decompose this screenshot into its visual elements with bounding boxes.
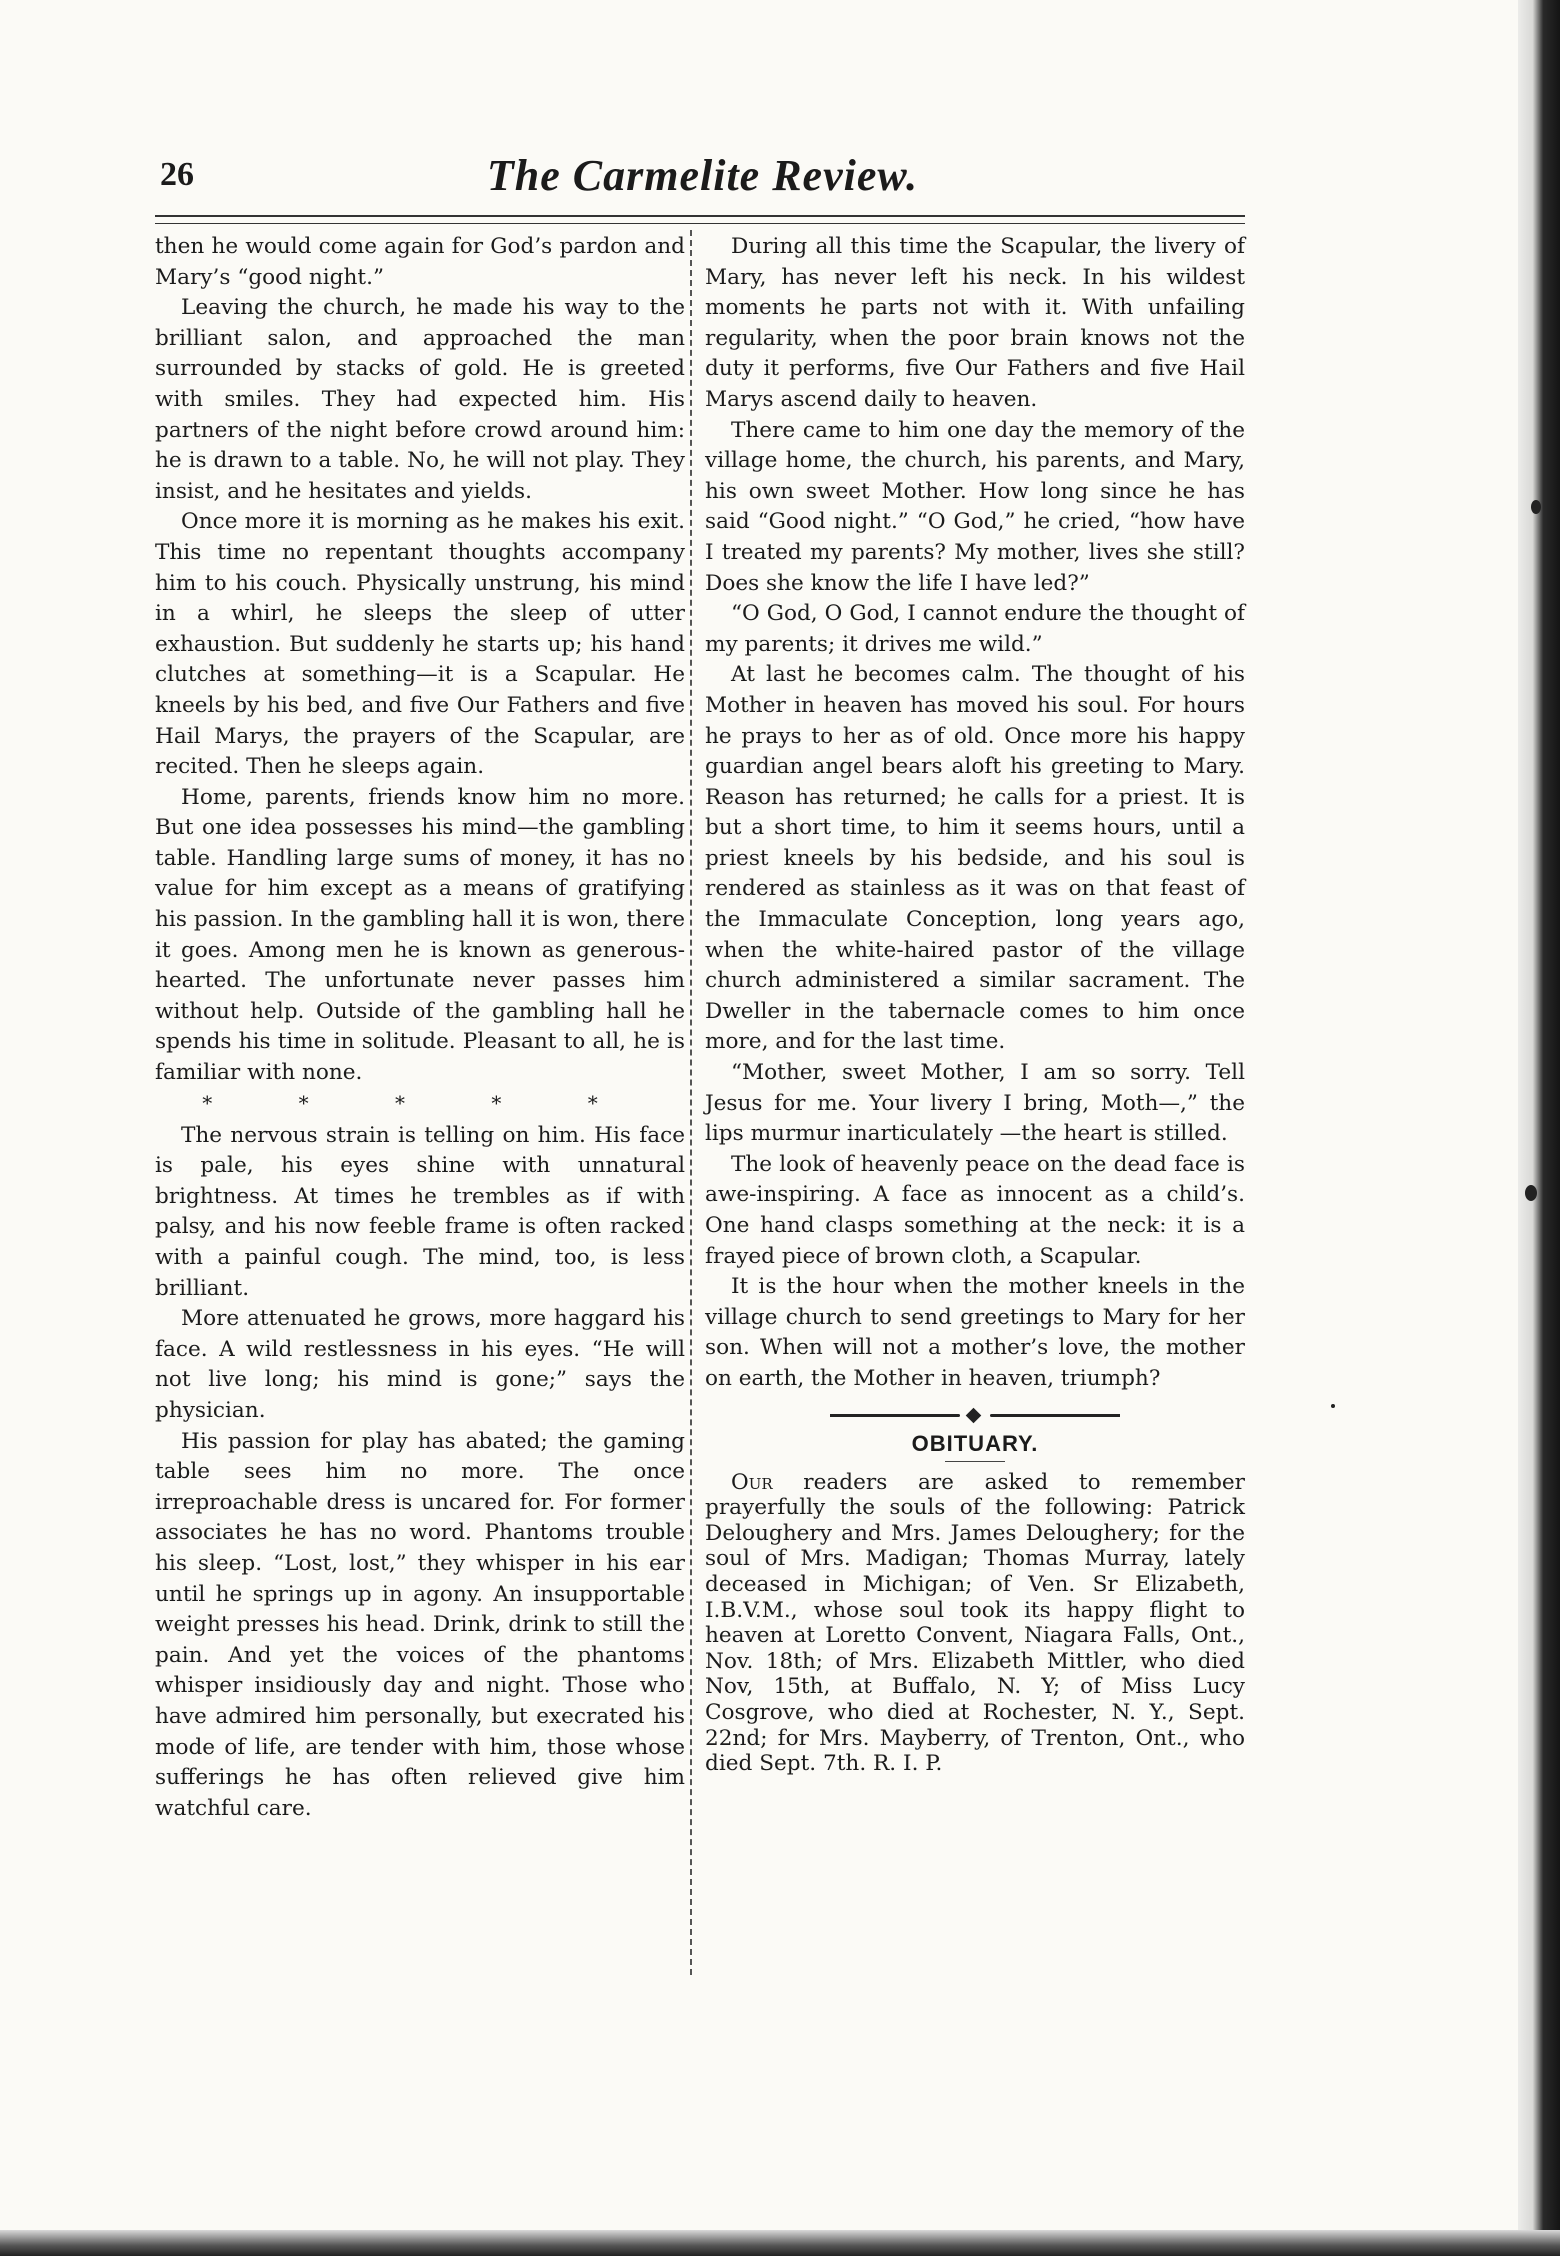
page-edge-shadow <box>1518 0 1560 2256</box>
paragraph: During all this time the Scapular, the livery of Mary, has never left his neck. In his wildest moments he parts not with it. With unfailing regularity, when the poor brain knows not the duty it performs, five Our Fathers and five Hail Marys ascend daily to heaven. <box>705 234 1245 412</box>
paragraph: The nervous strain is telling on him. His face is pale, his eyes shine with unnatural brightness. At times he trembles as if with palsy, and his now feeble frame is often racked with a painful cough. The mind, too, is less brilliant. <box>155 1122 685 1301</box>
bottom-edge-shadow <box>0 2230 1560 2256</box>
page-number: 26 <box>160 156 194 193</box>
paragraph: Leaving the church, he made his way to the brilliant salon, and approached the man surrounded by stacks of gold. He is greeted with smiles. They had expected him. His partners of the night before crowd around him: he is drawn to a table. No, he will not play. They insist, and he hesitates and yields. <box>155 295 685 504</box>
paragraph: Home, parents, friends know him no more. But one idea possesses his mind—the gambling table. Handling large sums of money, it has no value for him except as a means of gratifying his passion. In the gambling hall it is won, there it goes. Among men he is known as generous-hearted. The unfortunate never passes him without help. Outside of the gambling hall he spends his time in solitude. Pleasant to all, he is familiar with none. <box>155 784 685 1086</box>
right-column <box>705 232 1245 1777</box>
column-divider <box>690 230 692 1975</box>
obituary-text <box>705 1470 1245 1777</box>
paragraph: There came to him one day the memory of the village home, the church, his parents, and Mary, his own sweet Mother. How long since he has said “Good night.” “O God,” he cried, “how have I treated my parents? My mother, lives she still? Does she know the life I have led?” <box>705 417 1245 596</box>
ink-speck <box>1531 500 1541 514</box>
paragraph: At last he becomes calm. The thought of his Mother in heaven has moved his soul. For hours he prays to her as of old. Once more his happy guardian angel bears aloft his greeting to Mary. Reason has returned; he calls for a priest. It is but a short time, to him it seems hours, until a priest kneels by his bedside, and his soul is rendered as stainless as it was on that feast of the Immaculate Conception, long years ago, when the white-haired pastor of the village church administered a similar sacrament. The Dweller in the tabernacle comes to him once more, and for the last time. <box>705 662 1245 1055</box>
paragraph: His passion for play has abated; the gaming table sees him no more. The once irreproachable dress is uncared for. For former associates he has no word. Phantoms trouble his sleep. “Lost, lost,” they whisper in his ear until he springs up in agony. An insupportable weight presses his head. Drink, drink to still the pain. And yet the voices of the phantoms whisper insidiously day and night. Those who have admired him personally, but execrated his mode of life, are tender with him, those whose sufferings he has often relieved give him watchful care. <box>155 1428 685 1821</box>
obituary-rule <box>945 1461 1005 1462</box>
left-column <box>155 232 685 1824</box>
paragraph: The look of heavenly peace on the dead face is awe-inspiring. A face as innocent as a child’s. One hand clasps something at the neck: it is a frayed piece of brown cloth, a Scapular. <box>705 1151 1245 1269</box>
header-rule <box>155 215 1245 224</box>
obituary-heading: OBITUARY. <box>911 1430 1039 1456</box>
paragraph: “O God, O God, I cannot endure the thought of my parents; it drives me wild.” <box>705 601 1245 657</box>
paragraph: It is the hour when the mother kneels in the village church to send greetings to Mary for her son. When will not a mother’s love, the mother on earth, the Mother in heaven, triumph? <box>705 1274 1245 1391</box>
ink-speck <box>1331 1404 1335 1408</box>
paragraph: Once more it is morning as he makes his exit. This time no repentant thoughts accompany him to his couch. Physically unstrung, his mind in a whirl, he sleeps the sleep of utter exhaustion. But suddenly he starts up; his hand clutches at something—it is a Scapular. He kneels by his bed, and five Our Fathers and five Hail Marys, the prayers of the Scapular, are recited. Then he sleeps again. <box>155 509 685 780</box>
obituary-lead: Our <box>731 1469 773 1495</box>
paragraph: More attenuated he grows, more haggard his face. A wild restlessness in his eyes. “He will not live long; his mind is gone;” says the physician. <box>155 1306 685 1423</box>
paragraph: “Mother, sweet Mother, I am so sorry. Tell Jesus for me. Your livery I bring, Moth—,” the lips murmur inarticulately —the heart is stilled. <box>705 1060 1245 1147</box>
page-header <box>160 150 1245 210</box>
ornamental-rule <box>830 1405 1120 1425</box>
paragraph: then he would come again for God’s pardon and Mary’s “good night.” <box>155 234 685 290</box>
obituary-body: readers are asked to remember prayerfully the souls of the following: Patrick Deloughery and Mrs. James Deloughery; for the soul of Mrs. Madigan; Thomas Murray, lately deceased in Michigan; of Ven. Sr Elizabeth, I.B.V.M., whose soul took its happy flight to heaven at Loretto Convent, Niagara Falls, Ont., Nov. 18th; of Mrs. Elizabeth Mittler, who died Nov, 15th, at Buffalo, N. Y; of Miss Lucy Cosgrove, who died at Rochester, N. Y., Sept. 22nd; for Mrs. Mayberry, of Trenton, Ont., who died Sept. 7th. R. I. P. <box>705 1469 1245 1777</box>
ink-speck <box>1525 1185 1537 1201</box>
journal-title: The Carmelite Review. <box>486 151 919 200</box>
section-separator: * * * * * <box>202 1090 638 1115</box>
